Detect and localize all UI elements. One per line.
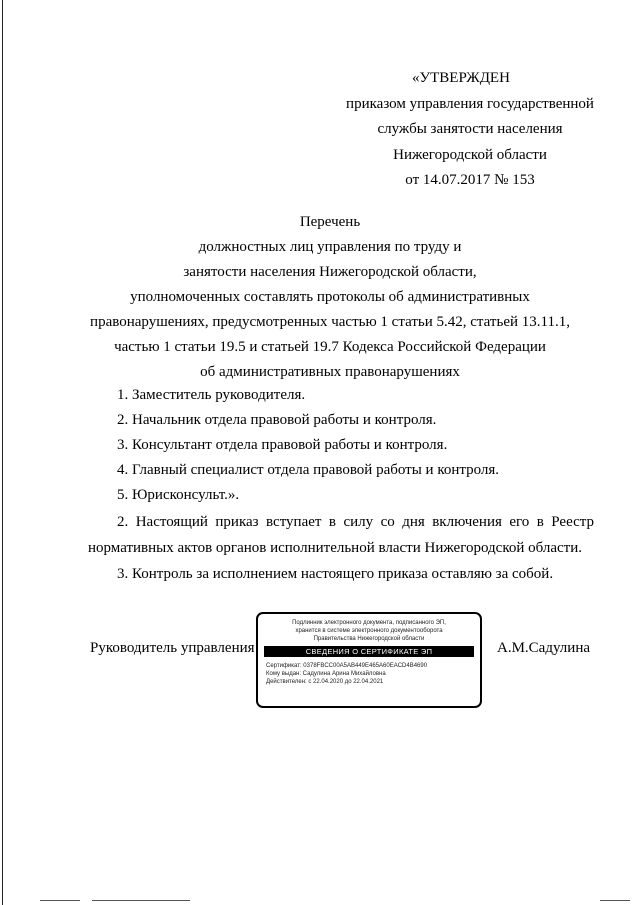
title-line: частью 1 статьи 19.5 и статьей 19.7 Кодекса Российской Федерации xyxy=(114,339,546,355)
scan-edge-line xyxy=(2,0,3,905)
stamp-certificate-number: Сертификат: 0378FBCC00A5AB449E465A60EACD4B4690 xyxy=(266,663,428,669)
positions-list xyxy=(117,383,597,508)
document-title xyxy=(60,210,600,385)
list-item: 4. Главный специалист отдела правовой работы и контроля. xyxy=(117,462,500,478)
approval-heading: «УТВЕРЖДЕН xyxy=(412,70,510,86)
list-item: 5. Юрисконсульт.». xyxy=(117,487,240,503)
list-item: 3. Консультант отдела правовой работы и контроля. xyxy=(117,437,448,453)
approval-line: приказом управления государственной xyxy=(346,95,594,112)
stamp-validity: Действителен: с 22.04.2020 до 22.04.2021 xyxy=(266,679,384,685)
signer-name: А.М.Садулина xyxy=(497,640,591,656)
scan-mark xyxy=(40,900,80,901)
paragraph-effective-date xyxy=(88,509,594,561)
title-line: об административных правонарушениях xyxy=(200,364,460,380)
stamp-header-line: Правительства Нижегородской области xyxy=(313,636,425,642)
list-item: 2. Начальник отдела правовой работы и контроля. xyxy=(117,412,437,428)
scan-mark xyxy=(600,900,630,901)
stamp-certificate-info xyxy=(266,662,472,686)
paragraph-line: 2. Настоящий приказ вступает в силу со дня включения его в Реестр xyxy=(117,514,594,530)
paragraph-line: 3. Контроль за исполнением настоящего приказа оставляю за собой. xyxy=(117,566,554,582)
approval-date-number: от 14.07.2017 № 153 xyxy=(405,172,535,188)
approval-line: службы занятости населения xyxy=(377,121,563,137)
list-item: 1. Заместитель руководителя. xyxy=(117,387,306,403)
stamp-certificate-bar: СВЕДЕНИЯ О СЕРТИФИКАТЕ ЭП xyxy=(264,646,474,657)
electronic-signature-stamp xyxy=(256,612,482,708)
title-line: Перечень xyxy=(299,214,361,230)
stamp-header-line: Подлинник электронного документа, подписанного ЭП, xyxy=(292,620,446,626)
paragraph-control xyxy=(88,561,594,587)
title-line: правонарушениях, предусмотренных частью 1 статьи 5.42, статьей 13.11.1, xyxy=(90,314,570,330)
paragraph-line: нормативных актов органов исполнительной власти Нижегородской области. xyxy=(88,540,583,556)
stamp-issued-to: Кому выдан: Садулина Арина Михайловна xyxy=(266,671,386,677)
title-line: должностных лиц управления по труду и xyxy=(198,239,462,255)
scan-mark xyxy=(92,900,190,901)
signer-title: Руководитель управления xyxy=(90,640,255,656)
stamp-header xyxy=(258,619,480,643)
stamp-header-line: хранится в системе электронного документооборота xyxy=(295,628,443,634)
title-line: занятости населения Нижегородской области, xyxy=(183,264,477,280)
approval-block xyxy=(330,66,610,194)
title-line: уполномоченных составлять протоколы об административных xyxy=(130,289,530,305)
approval-line: Нижегородской области xyxy=(393,146,547,163)
